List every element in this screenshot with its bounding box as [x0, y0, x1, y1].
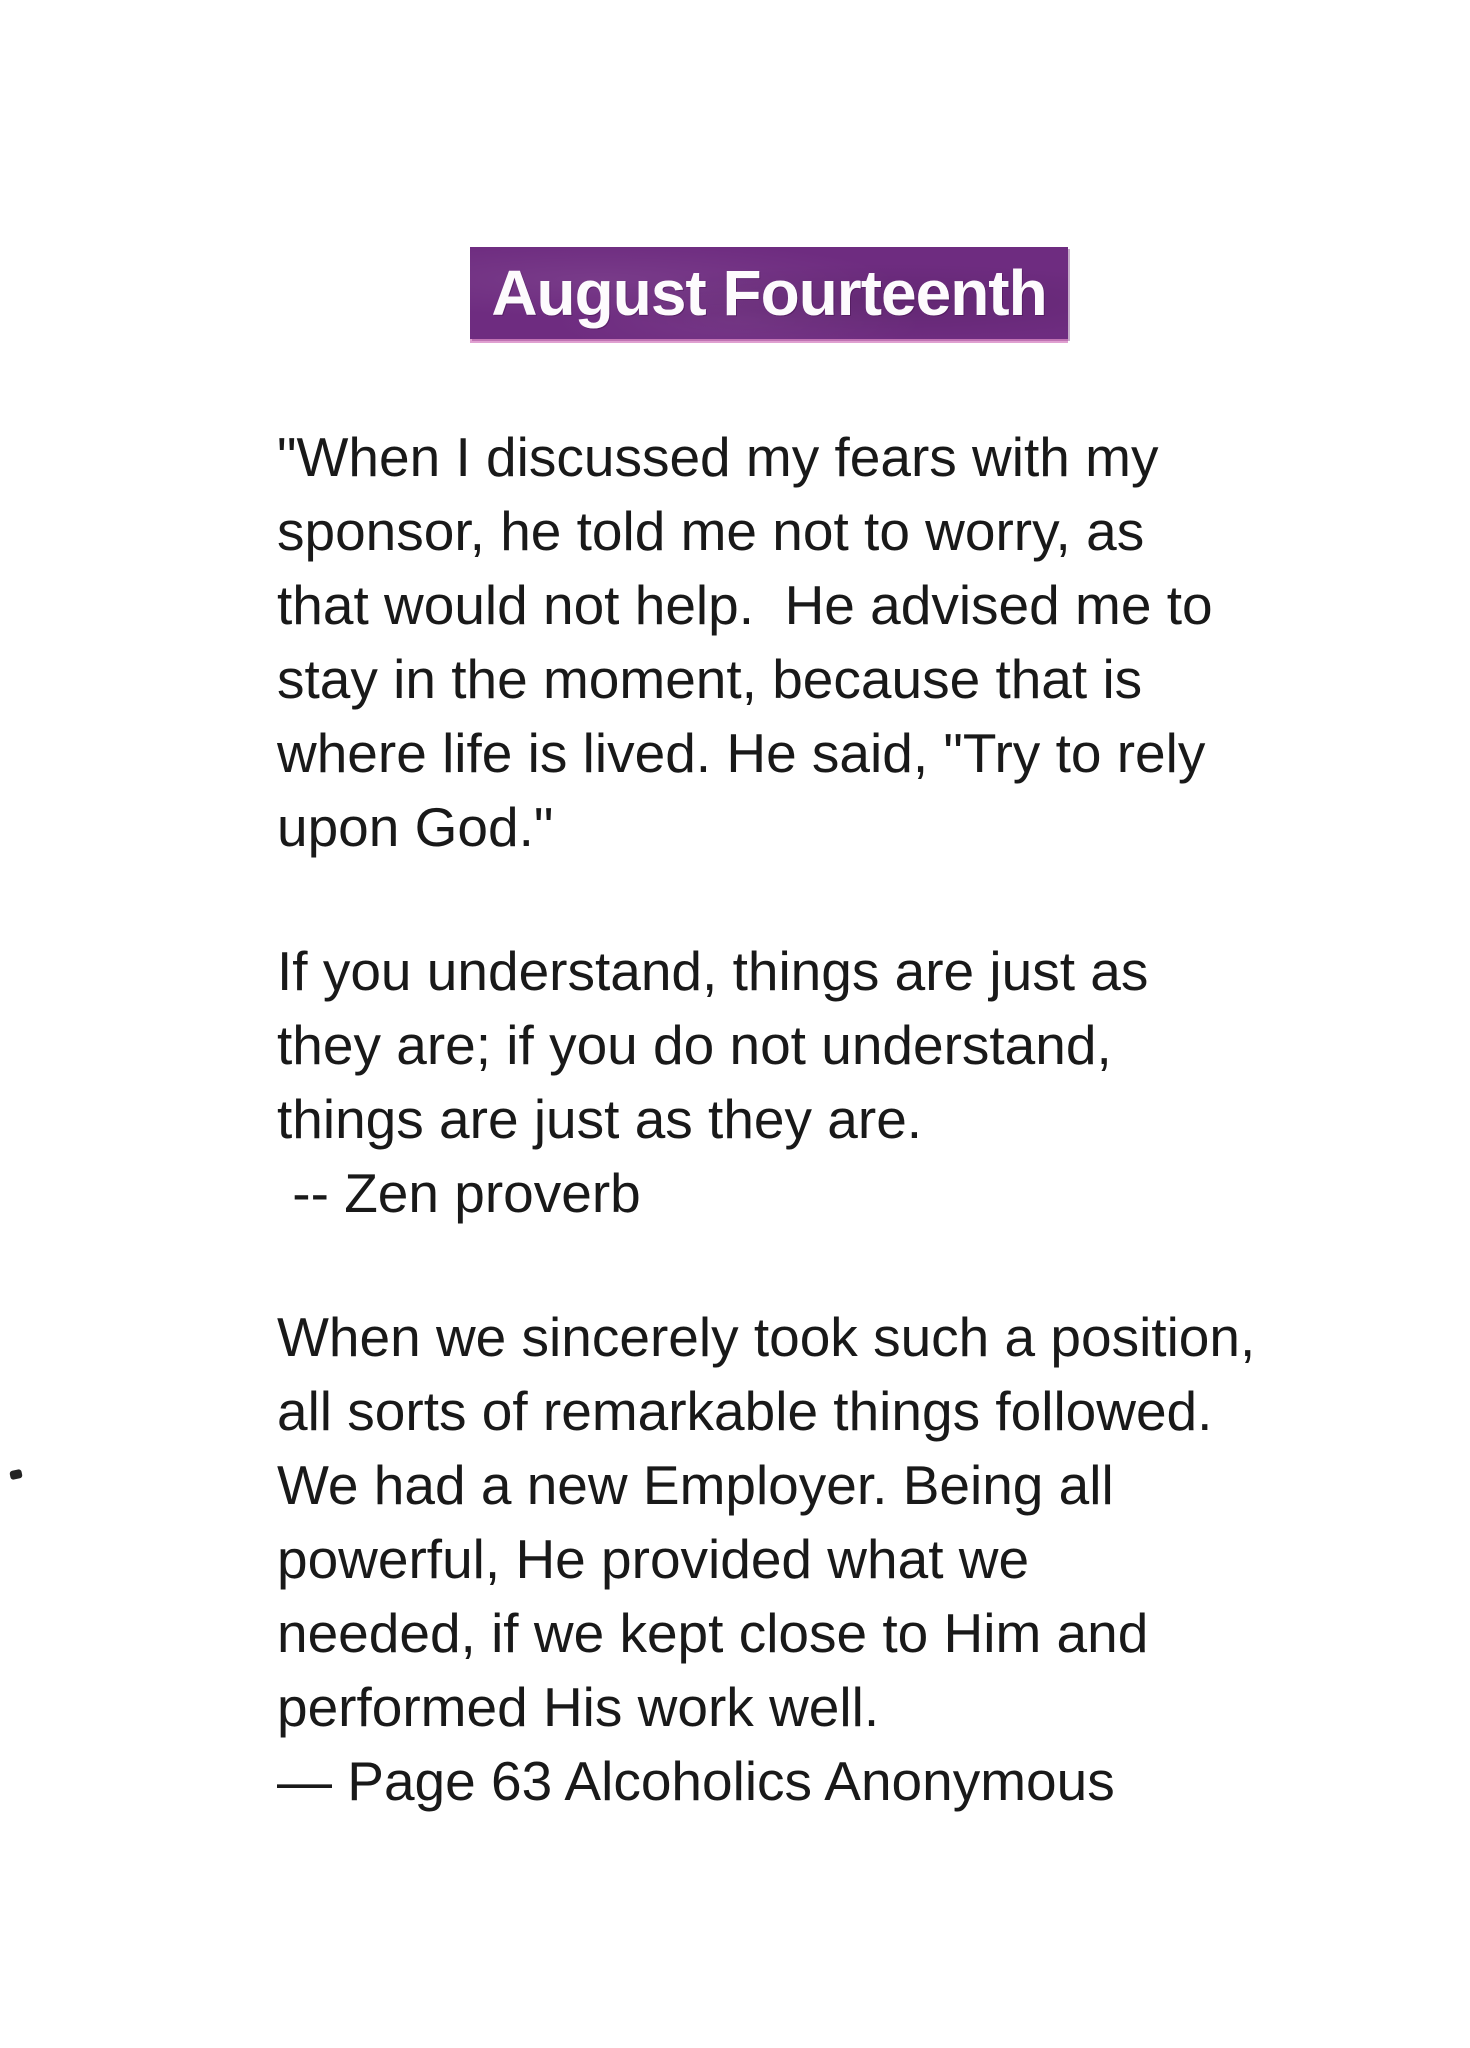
- text-line: that would not help. He advised me to: [277, 574, 1213, 636]
- text-line: stay in the moment, because that is: [277, 648, 1143, 710]
- page-title: August Fourteenth: [491, 257, 1047, 329]
- text-line: We had a new Employer. Being all: [277, 1454, 1114, 1516]
- text-line: sponsor, he told me not to worry, as: [277, 500, 1145, 562]
- paragraph-sponsor-quote: [277, 420, 1255, 864]
- text-line: they are; if you do not understand,: [277, 1014, 1112, 1076]
- text-line: things are just as they are.: [277, 1088, 923, 1150]
- text-line: where life is lived. He said, "Try to rely: [277, 722, 1206, 784]
- text-line: "When I discussed my fears with my: [277, 426, 1159, 488]
- title-banner: [470, 247, 1068, 339]
- text-line: all sorts of remarkable things followed.: [277, 1380, 1213, 1442]
- text-line: performed His work well.: [277, 1676, 880, 1738]
- text-line: When we sincerely took such a position,: [277, 1306, 1256, 1368]
- paragraph-big-book-quote: [277, 1300, 1255, 1818]
- text-column: [277, 420, 1255, 1888]
- text-line: powerful, He provided what we: [277, 1528, 1030, 1590]
- paragraph-zen-proverb: [277, 934, 1255, 1230]
- text-line: If you understand, things are just as: [277, 940, 1149, 1002]
- text-line: -- Zen proverb: [277, 1162, 641, 1224]
- ink-speck: [9, 1469, 23, 1480]
- text-line: needed, if we kept close to Him and: [277, 1602, 1149, 1664]
- text-line: — Page 63 Alcoholics Anonymous: [277, 1750, 1115, 1812]
- text-line: upon God.": [277, 796, 554, 858]
